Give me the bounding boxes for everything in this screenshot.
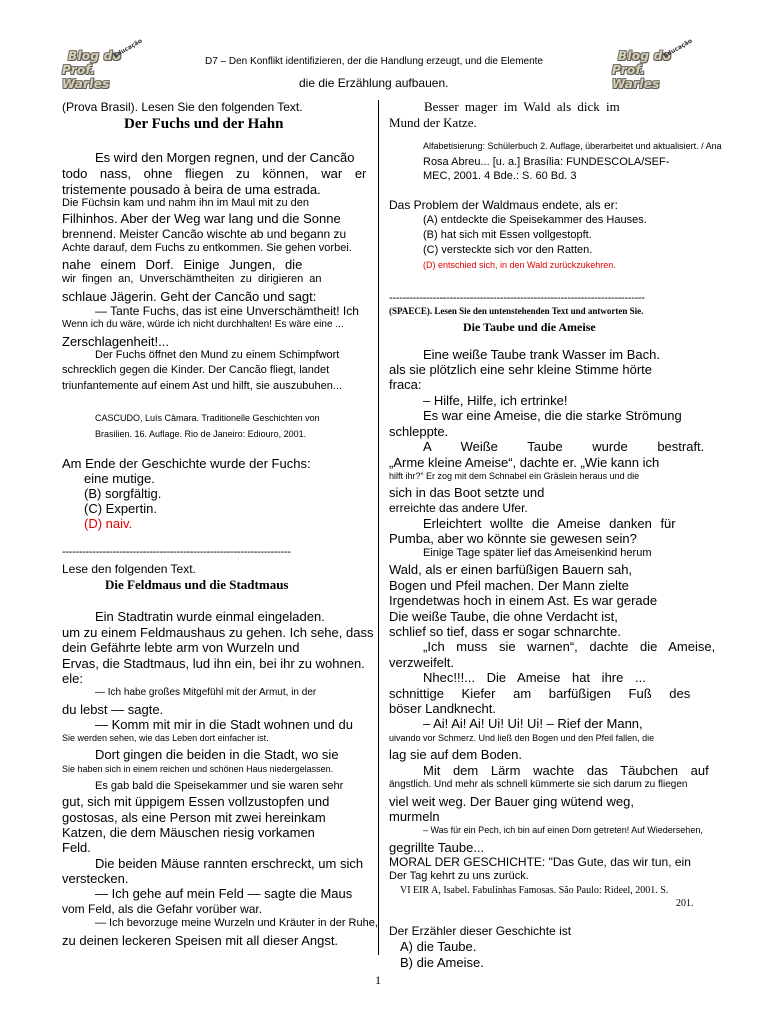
text-line: — Tante Fuchs, das ist eine Unverschämtheit! Ich [95, 304, 359, 318]
text-line: viel weit weg. Der Bauer ging wütend weg, [389, 794, 634, 809]
text-line: Katzen, die dem Mäuschen riesig vorkamen [62, 825, 315, 840]
text-line: schnittige Kiefer am barfüßigen Fuß des [389, 686, 691, 701]
page-number: 1 [375, 973, 381, 987]
question-1-option-a: eine mutige. [84, 471, 155, 486]
question-2-option-b: (B) hat sich mit Essen vollgestopft. [423, 229, 592, 241]
text-line: schrecklich gegen die Kinder. Der Cancão fliegt, landet [62, 364, 330, 376]
text-line: Zerschlagenheit!... [62, 334, 169, 349]
text-line: Filhinhos. Aber der Weg war lang und die Sonne [62, 211, 341, 226]
text-line: Nhec!!!... Die Ameise hat ihre ... [423, 670, 646, 685]
header-title-line1: D7 – Den Konflikt identifizieren, der die Handlung erzeugt, und die Elemente [205, 56, 543, 67]
story-title-taube: Die Taube und die Ameise [463, 320, 596, 334]
question-1: Am Ende der Geschichte wurde der Fuchs: [62, 456, 311, 471]
question-1-option-b: (B) sorgfältig. [84, 486, 162, 501]
header-title-line2: die die Erzählung aufbauen. [299, 76, 449, 90]
text-line: Ervas, die Stadtmaus, lud ihn ein, bei ihr zu wohnen. [62, 656, 365, 671]
text-line: Feld. [62, 840, 91, 855]
moral-line: Mund der Katze. [389, 115, 477, 130]
text-line: sich in das Boot setzte und [389, 485, 545, 500]
text-line: lag sie auf dem Boden. [389, 747, 522, 762]
column-divider [378, 100, 379, 955]
text-line: — Komm mit mir in die Stadt wohnen und du [95, 717, 353, 732]
separator: ---------------------------------------------------------------------------- [389, 292, 645, 304]
text-line: Wald, als er einen barfüßigen Bauern sah, [389, 562, 633, 577]
text-line: Bogen und Pfeil machen. Der Mann zielte [389, 578, 629, 593]
logo-line2: Prof. Warles [612, 63, 660, 91]
text-line: triunfantemente auf einem Ast und hilft, sie auszubuhen... [62, 380, 343, 392]
blog-logo-right [612, 37, 694, 91]
text-line: verstecken. [62, 871, 129, 886]
text-line: dein Gefährte lebte arm von Wurzeln und [62, 640, 300, 655]
question-3: Der Erzähler dieser Geschichte ist [389, 924, 572, 938]
text-line: Es gab bald die Speisekammer und sie waren sehr [95, 780, 344, 792]
text-line: Sie haben sich in einem reichen und schönen Haus niedergelassen. [62, 764, 334, 774]
text-line: du lebst — sagte. [62, 702, 164, 717]
question-2-option-c: (C) versteckte sich vor den Ratten. [423, 244, 593, 256]
text-line: Die beiden Mäuse rannten erschreckt, um sich [95, 856, 364, 871]
text-line: schlief so tief, dass er sogar schnarchte. [389, 624, 621, 639]
source-citation: Alfabetisierung: Schülerbuch 2. Auflage, überarbeitet und aktualisiert. / Ana [423, 141, 722, 151]
text-line: nahe einem Dorf. Einige Jungen, die [62, 257, 303, 272]
intro-line: (Prova Brasil). Lesen Sie den folgenden Text. [62, 100, 303, 114]
logo-line1: Blog do [68, 49, 122, 63]
source-citation: VI EIR A, Isabel. Fabulinhas Famosas. São Paulo: Rideel, 2001. S. [400, 885, 669, 896]
question-1-option-d-answer: (D) naiv. [84, 516, 133, 531]
text-line: todo nass, ohne fliegen zu können, war er [62, 166, 367, 181]
logo-arc: Educação [662, 37, 694, 60]
story-title-fuchs: Der Fuchs und der Hahn [124, 116, 284, 132]
text-line: gostosas, als eine Person mit zwei hereinkam [62, 810, 326, 825]
text-line: Die Füchsin kam und nahm ihn im Maul mit zu den [62, 197, 309, 209]
text-line: Dort gingen die beiden in die Stadt, wo sie [95, 747, 339, 762]
text-line: Es war eine Ameise, die die starke Strömung [423, 408, 682, 423]
moral-line: MORAL DER GESCHICHTE: "Das Gute, das wir tun, ein [389, 855, 691, 869]
text-line: ängstlich. Und mehr als schnell kümmerte sie sich darum zu fliegen [389, 779, 688, 790]
question-2: Das Problem der Waldmaus endete, als er: [389, 198, 618, 212]
text-line: um zu einem Feldmaushaus zu gehen. Ich sehe, dass [62, 625, 374, 640]
text-line: A Weiße Taube wurde bestraft. [423, 439, 705, 454]
text-line: ele: [62, 671, 83, 686]
text-line: Wenn ich du wäre, würde ich nicht durchhalten! Es wäre eine ... [62, 319, 344, 330]
text-line: Die weiße Taube, die ohne Verdacht ist, [389, 609, 618, 624]
text-line: Achte darauf, dem Fuchs zu entkommen. Sie gehen vorbei. [62, 242, 352, 254]
text-line: böser Landknecht. [389, 701, 496, 716]
text-line: murmeln [389, 809, 440, 824]
text-line: wir fingen an, Unverschämtheiten zu dirigieren an [62, 273, 322, 285]
question-3-option-a: A) die Taube. [400, 939, 477, 954]
question-2-option-d-answer: (D) entschied sich, in den Wald zurückzukehren. [423, 260, 616, 270]
source-citation: 201. [676, 898, 694, 909]
source-citation: MEC, 2001. 4 Bde.: S. 60 Bd. 3 [423, 170, 577, 182]
text-line: – Hilfe, Hilfe, ich ertrinke! [423, 393, 568, 408]
text-line: Ein Stadtratin wurde einmal eingeladen. [95, 609, 325, 624]
text-line: Irgendetwas hoch in einem Ast. Es war gerade [389, 593, 658, 608]
moral-line: Besser mager im Wald als dick im [424, 99, 620, 114]
moral-line: Der Tag kehrt zu uns zurück. [389, 870, 529, 882]
text-line: — Ich habe großes Mitgefühl mit der Armut, in der [95, 687, 317, 698]
text-line: gut, sich mit üppigem Essen vollzustopfen und [62, 794, 330, 809]
text-line: Es wird den Morgen regnen, und der Cancão [95, 150, 355, 165]
text-line: fraca: [389, 377, 422, 392]
question-3-option-b: B) die Ameise. [400, 955, 484, 970]
logo-arc: Educação [112, 37, 144, 60]
logo-line2: Prof. Warles [62, 63, 110, 91]
text-line: vom Feld, als die Gefahr vorüber war. [62, 902, 263, 916]
text-line: Erleichtert wollte die Ameise danken für [423, 516, 676, 531]
text-line: Sie werden sehen, wie das Leben dort einfacher ist. [62, 733, 269, 743]
intro-line: Lese den folgenden Text. [62, 562, 196, 576]
text-line: Mit dem Lärm wachte das Täubchen auf [423, 763, 709, 778]
text-line: Einige Tage später lief das Ameisenkind herum [423, 547, 652, 559]
story-title-feldmaus: Die Feldmaus und die Stadtmaus [105, 577, 289, 592]
text-line: — Ich bevorzuge meine Wurzeln und Kräuter in der Ruhe, [95, 917, 378, 929]
intro-line: (SPAECE). Lesen Sie den untenstehenden Text und antworten Sie. [389, 306, 644, 316]
text-line: Pumba, aber wo könnte sie gewesen sein? [389, 531, 637, 546]
question-2-option-a: (A) entdeckte die Speisekammer des Hauses. [423, 214, 647, 226]
text-line: – Ai! Ai! Ai! Ui! Ui! Ui! – Rief der Mann, [423, 716, 643, 731]
text-line: Der Fuchs öffnet den Mund zu einem Schimpfwort [95, 349, 340, 361]
text-line: „Ich muss sie warnen“, dachte die Ameise, [423, 639, 716, 654]
text-line: schlaue Jägerin. Geht der Cancão und sagt: [62, 289, 317, 304]
text-line: – Was für ein Pech, ich bin auf einen Dorn getreten! Auf Wiedersehen, [423, 825, 703, 835]
text-line: „Arme kleine Ameise“, dachte er. „Wie kann ich [389, 455, 660, 470]
text-line: tristemente pousado à beira de uma estrada. [62, 182, 321, 197]
blog-logo-left [62, 37, 144, 91]
text-line: schleppte. [389, 424, 449, 439]
text-line: uivando vor Schmerz. Und ließ den Bogen und den Pfeil fallen, die [389, 733, 655, 743]
text-line: verzweifelt. [389, 655, 455, 670]
text-line: hilft ihr?“ Er zog mit dem Schnabel ein Gräslein heraus und die [389, 471, 640, 481]
text-line: Eine weiße Taube trank Wasser im Bach. [423, 347, 660, 362]
text-line: brennend. Meister Cancão wischte ab und begann zu [62, 227, 347, 241]
separator: -------------------------------------------------------------------- [62, 546, 291, 558]
question-1-option-c: (C) Expertin. [84, 501, 157, 516]
text-line: erreichte das andere Ufer. [389, 501, 528, 515]
source-citation: Brasilien. 16. Auflage. Rio de Janeiro: Ediouro, 2001. [95, 429, 307, 439]
text-line: zu deinen leckeren Speisen mit all dieser Angst. [62, 933, 339, 948]
source-citation: Rosa Abreu... [u. a.] Brasília: FUNDESCOLA/SEF- [423, 156, 670, 168]
logo-line1: Blog do [618, 49, 672, 63]
text-line: gegrillte Taube... [389, 840, 485, 855]
source-citation: CASCUDO, Luís Câmara. Traditionelle Geschichten von [95, 413, 320, 423]
text-line: — Ich gehe auf mein Feld — sagte die Maus [95, 886, 353, 901]
text-line: als sie plötzlich eine sehr kleine Stimme hörte [389, 362, 653, 377]
